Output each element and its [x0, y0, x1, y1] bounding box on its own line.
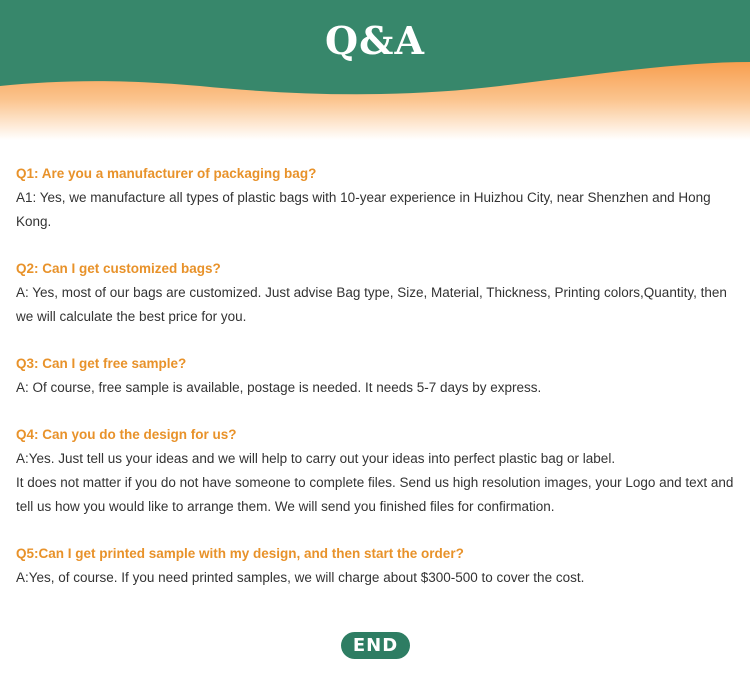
qa-item-5 [16, 542, 736, 590]
answer-5: A:Yes, of course. If you need printed samples, we will charge about $300-500 to cover the cost. [16, 570, 585, 585]
qa-item-4 [16, 423, 736, 519]
question-3: Q3: Can I get free sample? [16, 356, 187, 371]
question-2: Q2: Can I get customized bags? [16, 261, 221, 276]
page-title: Q&A [325, 18, 425, 63]
answer-2: A: Yes, most of our bags are customized. Just advise Bag type, Size, Material, Thickness, Printing colors,Quantity, then we will calculate the best price for you. [16, 285, 727, 324]
question-1: Q1: Are you a manufacturer of packaging bag? [16, 166, 317, 181]
answer-4-line-1: A:Yes. Just tell us your ideas and we will help to carry out your ideas into perfect plastic bag or label. [16, 451, 616, 466]
answer-1: A1: Yes, we manufacture all types of plastic bags with 10-year experience in Huizhou City, near Shenzhen and Hong Kong. [16, 190, 711, 229]
question-5: Q5:Can I get printed sample with my design, and then start the order? [16, 546, 464, 561]
end-badge: END [341, 632, 410, 659]
header-banner [0, 0, 750, 140]
qa-list [16, 162, 736, 613]
answer-4-line-2: It does not matter if you do not have someone to complete files. Send us high resolution images, your Logo and text and tell us how you would like to arrange them. We will send you finished files for confirmation. [16, 475, 734, 514]
qa-item-2 [16, 257, 736, 329]
question-4: Q4: Can you do the design for us? [16, 427, 237, 442]
qa-item-1 [16, 162, 736, 234]
answer-3: A: Of course, free sample is available, postage is needed. It needs 5-7 days by express. [16, 380, 542, 395]
qa-item-3 [16, 352, 736, 400]
